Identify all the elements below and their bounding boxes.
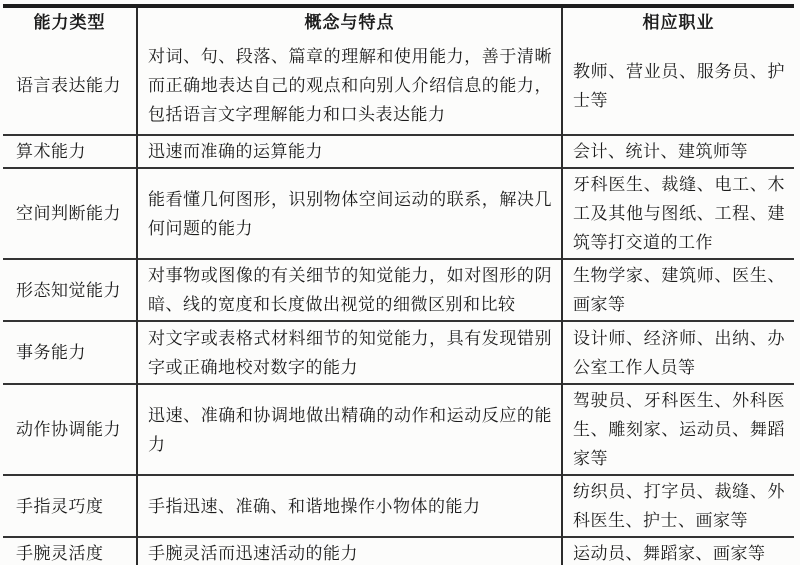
table-row bbox=[3, 475, 794, 537]
ability-cell: 算术能力 bbox=[3, 135, 137, 168]
table-row bbox=[3, 321, 794, 384]
table-row bbox=[3, 168, 794, 259]
occupations-cell: 运动员、舞蹈家、画家等 bbox=[573, 544, 766, 563]
ability-cell: 形态知觉能力 bbox=[3, 259, 137, 321]
occupations-cell: 生物学家、建筑师、医生、画家等 bbox=[573, 266, 785, 314]
ability-cell: 手腕灵活度 bbox=[3, 537, 137, 565]
concept-cell: 手腕灵活而迅速活动的能力 bbox=[137, 537, 562, 565]
ability-cell: 手指灵巧度 bbox=[3, 475, 137, 537]
occupations-cell: 驾驶员、牙科医生、外科医生、雕刻家、运动员、舞蹈家等 bbox=[573, 391, 785, 468]
table-row bbox=[3, 384, 794, 475]
table-row bbox=[3, 37, 794, 135]
occupations-cell: 会计、统计、建筑师等 bbox=[573, 142, 748, 161]
ability-cell: 空间判断能力 bbox=[3, 168, 137, 259]
header-concept-features: 概念与特点 bbox=[137, 6, 562, 37]
occupations-cell: 教师、营业员、服务员、护士等 bbox=[573, 61, 785, 110]
concept-cell: 手指迅速、准确、和谐地操作小物体的能力 bbox=[137, 475, 562, 537]
concept-cell: 能看懂几何图形，识别物体空间运动的联系，解决几何问题的能力 bbox=[137, 168, 562, 259]
concept-cell: 对文字或表格式材料细节的知觉能力，具有发现错别字或正确地校对数字的能力 bbox=[137, 321, 562, 384]
occupations-cell: 牙科医生、裁缝、电工、木工及其他与图纸、工程、建筑等打交道的工作 bbox=[573, 175, 785, 252]
ability-cell: 动作协调能力 bbox=[3, 384, 137, 475]
abilities-table bbox=[3, 4, 794, 565]
header-corresponding-occupations: 相应职业 bbox=[642, 13, 715, 32]
ability-cell: 语言表达能力 bbox=[3, 37, 137, 135]
concept-cell: 对事物或图像的有关细节的知觉能力，如对图形的阴暗、线的宽度和长度做出视觉的细微区别和比较 bbox=[137, 259, 562, 321]
concept-cell: 迅速而准确的运算能力 bbox=[137, 135, 562, 168]
ability-cell: 事务能力 bbox=[3, 321, 137, 384]
table-row bbox=[3, 259, 794, 321]
concept-cell: 迅速、准确和协调地做出精确的动作和运动反应的能力 bbox=[137, 384, 562, 475]
table-header bbox=[3, 6, 794, 37]
occupations-cell: 设计师、经济师、出纳、办公室工作人员等 bbox=[573, 328, 785, 377]
header-ability-type: 能力类型 bbox=[3, 6, 137, 37]
table-row bbox=[3, 537, 794, 565]
concept-cell: 对词、句、段落、篇章的理解和使用能力，善于清晰而正确地表达自己的观点和向别人介绍信息的能力，包括语言文字理解能力和口头表达能力 bbox=[137, 37, 562, 135]
table-row bbox=[3, 135, 794, 168]
occupations-cell: 纺织员、打字员、裁缝、外科医生、护士、画家等 bbox=[573, 482, 785, 530]
